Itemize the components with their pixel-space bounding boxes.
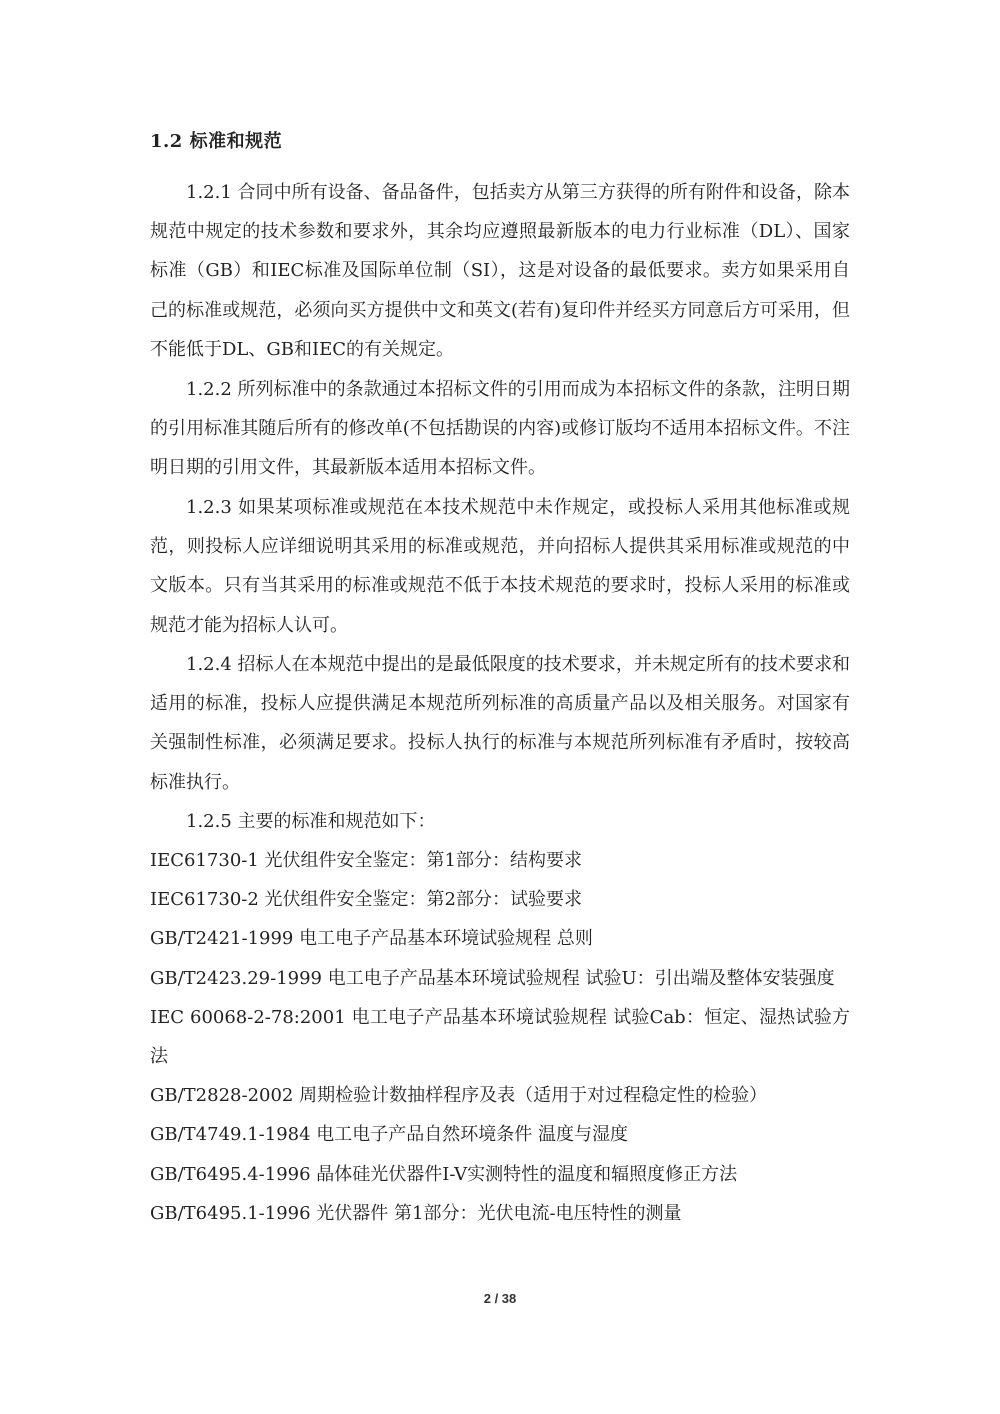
standard-item: GB/T6495.4-1996 晶体硅光伏器件I-V实测特性的温度和辐照度修正方法 — [150, 1163, 738, 1185]
paragraph-1-2-4: 1.2.4 招标人在本规范中提出的是最低限度的技术要求，并未规定所有的技术要求和适用的标准，投标人应提供满足本规范所列标准的高质量产品以及相关服务。对国家有关强制性标准，必须满足要求。投标人执行的标准与本规范所列标准有矛盾时，按较高标准执行。 — [150, 654, 850, 793]
standard-item: GB/T6495.1-1996 光伏器件 第1部分：光伏电流-电压特性的测量 — [150, 1202, 682, 1224]
paragraph-1-2-2: 1.2.2 所列标准中的条款通过本招标文件的引用而成为本招标文件的条款，注明日期的引用标准其随后所有的修改单(不包括勘误的内容)或修订版均不适用本招标文件。不注明日期的引用文件，其最新版本适用本招标文件。 — [150, 379, 850, 479]
standard-item: IEC 60068-2-78:2001 电工电子产品基本环境试验规程 试验Cab：恒定、湿热试验方法 — [150, 1006, 850, 1068]
standard-item: IEC61730-2 光伏组件安全鉴定：第2部分：试验要求 — [150, 889, 582, 911]
paragraph-1-2-3: 1.2.3 如果某项标准或规范在本技术规范中未作规定，或投标人采用其他标准或规范，则投标人应详细说明其采用的标准或规范，并向招标人提供其采用标准或规范的中文版本。只有当其采用的标准或规范不低于本技术规范的要求时，投标人采用的标准或规范才能为招标人认可。 — [150, 497, 850, 636]
standard-item: GB/T2828-2002 周期检验计数抽样程序及表（适用于对过程稳定性的检验） — [150, 1085, 768, 1107]
page-number: 2 / 38 — [483, 1291, 517, 1306]
standards-list — [150, 841, 850, 1233]
standard-item: GB/T4749.1-1984 电工电子产品自然环境条件 温度与湿度 — [150, 1124, 628, 1146]
paragraph-1-2-1: 1.2.1 合同中所有设备、备品备件，包括卖方从第三方获得的所有附件和设备，除本规范中规定的技术参数和要求外，其余均应遵照最新版本的电力行业标准（DL）、国家标准（GB）和IEC标准及国际单位制（SI），这是对设备的最低要求。卖方如果采用自己的标准或规范，必须向买方提供中文和英文(若有)复印件并经买方同意后方可采用，但不能低于DL、GB和IEC的有关规定。 — [150, 182, 850, 360]
section-heading: 1.2 标准和规范 — [150, 131, 283, 152]
standard-item: IEC61730-1 光伏组件安全鉴定：第1部分：结构要求 — [150, 850, 582, 871]
paragraph-1-2-5: 1.2.5 主要的标准和规范如下： — [186, 811, 436, 832]
standard-item: GB/T2421-1999 电工电子产品基本环境试验规程 总则 — [150, 928, 593, 950]
standard-item: GB/T2423.29-1999 电工电子产品基本环境试验规程 试验U：引出端及整体安装强度 — [150, 967, 835, 989]
